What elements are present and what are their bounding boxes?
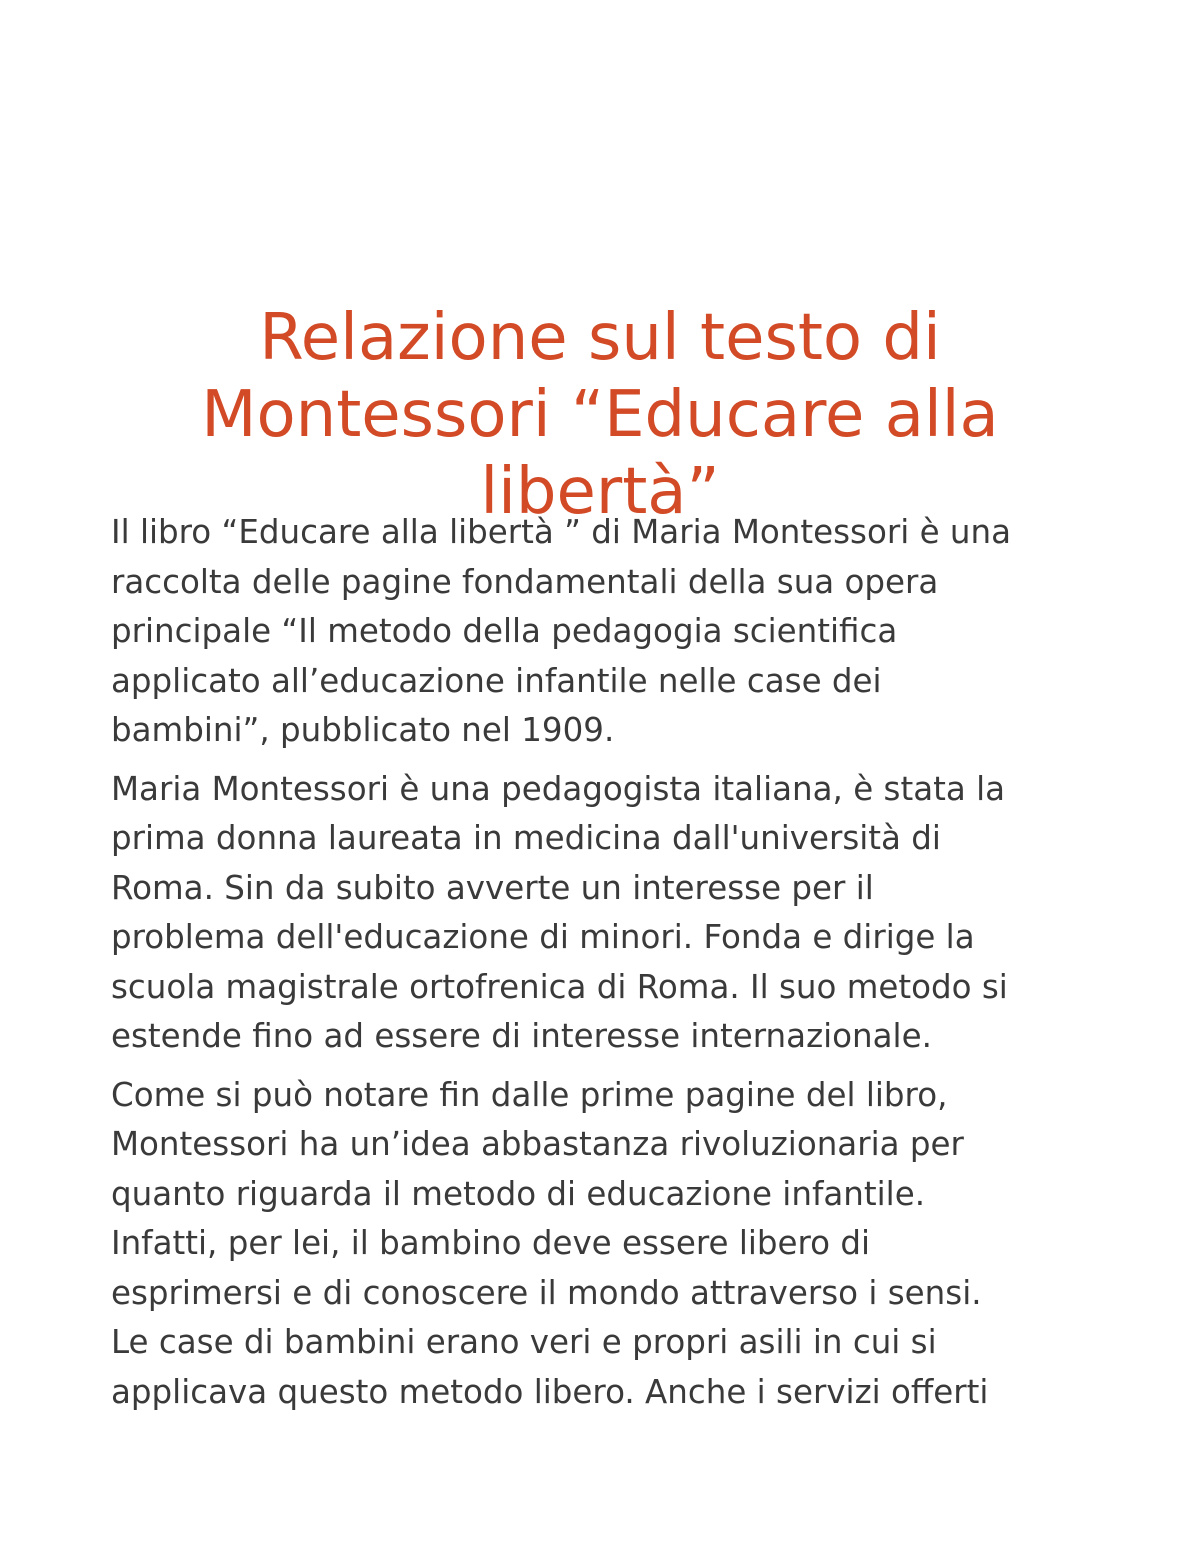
- text-line: bambini”, pubblicato nel 1909.: [111, 711, 615, 749]
- text-line: Roma. Sin da subito avverte un interesse per il: [111, 868, 874, 907]
- document-title: [110, 300, 1090, 531]
- text-line: Il libro “Educare alla libertà ” di Maria Montessori è una: [111, 513, 1012, 551]
- title-line: Montessori “Educare alla: [201, 378, 999, 452]
- title-line: Relazione sul testo di: [259, 301, 941, 375]
- text-line: principale “Il metodo della pedagogia scientifica: [111, 612, 898, 650]
- text-line: quanto riguarda il metodo di educazione infantile.: [111, 1174, 926, 1213]
- text-line: Le case di bambini erano veri e propri asili in cui si: [111, 1323, 937, 1361]
- document-body: [111, 508, 1111, 1426]
- paragraph-intro: [111, 508, 1111, 756]
- text-line: Infatti, per lei, il bambino deve essere libero di: [111, 1224, 871, 1262]
- paragraph-method: [111, 1071, 1111, 1418]
- text-line: prima donna laureata in medicina dall'università di: [111, 819, 941, 857]
- text-line: scuola magistrale ortofrenica di Roma. Il suo metodo si: [111, 967, 1008, 1006]
- text-line: applicava questo metodo libero. Anche i servizi offerti: [111, 1372, 989, 1411]
- text-line: problema dell'educazione di minori. Fonda e dirige la: [111, 918, 975, 956]
- text-line: Montessori ha un’idea abbastanza rivoluzionaria per: [111, 1125, 964, 1163]
- text-line: raccolta delle pagine fondamentali della sua opera: [111, 562, 939, 601]
- text-line: estende fino ad essere di interesse internazionale.: [111, 1017, 932, 1055]
- text-line: Come si può notare fin dalle prime pagine del libro,: [111, 1075, 948, 1114]
- text-line: applicato all’educazione infantile nelle case dei: [111, 661, 882, 700]
- title-line: libertà”: [480, 455, 720, 529]
- text-line: Maria Montessori è una pedagogista italiana, è stata la: [111, 769, 1006, 808]
- text-line: esprimersi e di conoscere il mondo attraverso i sensi.: [111, 1273, 982, 1312]
- paragraph-biography: [111, 765, 1111, 1062]
